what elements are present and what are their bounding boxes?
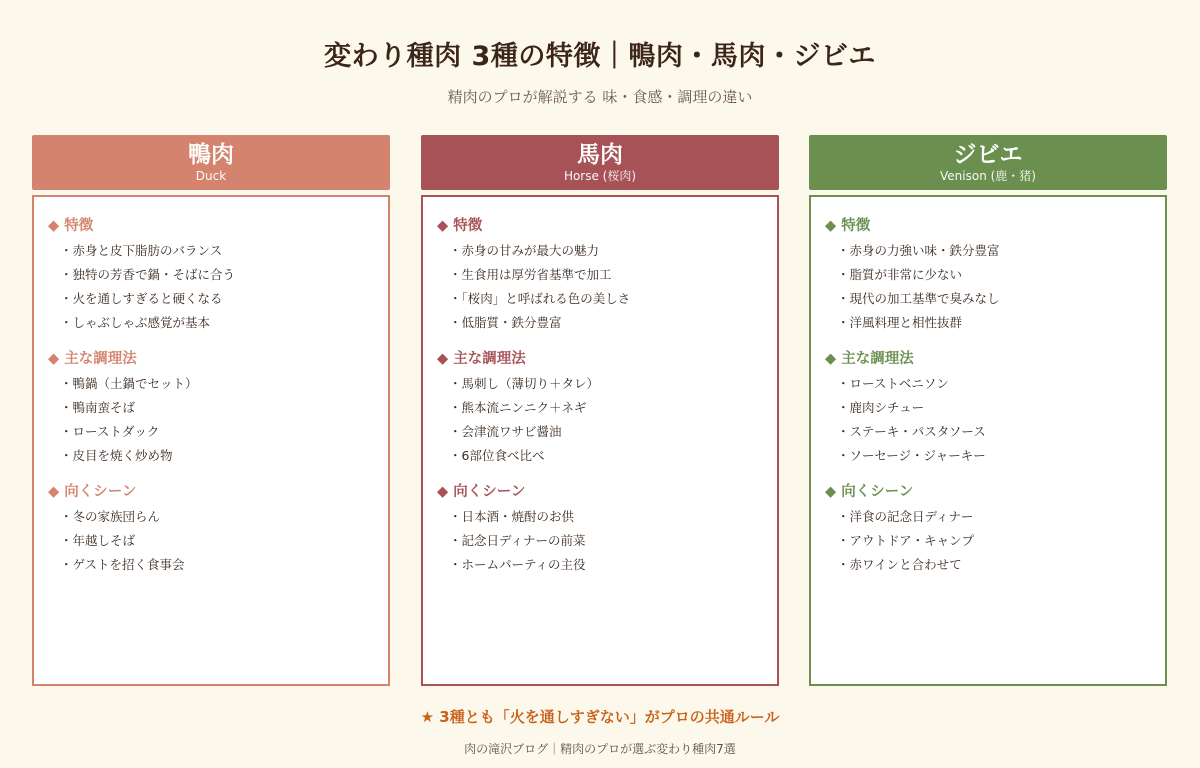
section-title: ◆ 主な調理法 <box>825 351 914 367</box>
section-title: ◆ 主な調理法 <box>48 351 137 367</box>
page-subtitle: 精肉のプロが解説する 味・食感・調理の違い <box>447 88 753 106</box>
list-item: ・ 冬の家族団らん <box>48 505 374 529</box>
column-section <box>48 346 374 468</box>
column-section <box>825 213 1151 335</box>
list-item: ・ 熊本流ニンニク＋ネギ <box>437 396 763 420</box>
list-item: ・ 火を通しすぎると硬くなる <box>48 287 374 311</box>
column-body <box>32 195 390 686</box>
section-title: ◆ 特徴 <box>825 218 871 234</box>
list-item: ・ 皮目を焼く炒め物 <box>48 444 374 468</box>
list-item: ・ 赤身の甘みが最大の魅力 <box>437 239 763 263</box>
column-section <box>48 213 374 335</box>
footer-note: ★ 3種とも「火を通しすぎない」がプロの共通ルール <box>420 708 780 726</box>
column-section <box>48 479 374 577</box>
list-item: ・ 洋風料理と相性抜群 <box>825 311 1151 335</box>
list-item: ・ 現代の加工基準で臭みなし <box>825 287 1151 311</box>
list-item: ・ 低脂質・鉄分豊富 <box>437 311 763 335</box>
list-item: ・ 鴨鍋（土鍋でセット） <box>48 372 374 396</box>
page-title: 変わり種肉 3種の特徴｜鴨肉・馬肉・ジビエ <box>324 41 876 72</box>
meat-column <box>421 135 779 686</box>
list-item: ・ 独特の芳香で鍋・そばに合う <box>48 263 374 287</box>
list-item: ・ しゃぶしゃぶ感覚が基本 <box>48 311 374 335</box>
column-header <box>32 135 390 190</box>
list-item: ・ 日本酒・焼酎のお供 <box>437 505 763 529</box>
column-name: 馬肉 <box>577 142 623 168</box>
list-item: ・ 会津流ワサビ醤油 <box>437 420 763 444</box>
column-header <box>809 135 1167 190</box>
column-section <box>437 346 763 468</box>
list-item: ・ ローストダック <box>48 420 374 444</box>
column-body <box>421 195 779 686</box>
column-english-name: Duck <box>195 169 227 183</box>
list-item: ・ 鴨南蛮そば <box>48 396 374 420</box>
list-item: ・ ソーセージ・ジャーキー <box>825 444 1151 468</box>
list-item: ・ 馬刺し（薄切り＋タレ） <box>437 372 763 396</box>
section-title: ◆ 向くシーン <box>48 484 137 500</box>
section-title: ◆ 特徴 <box>48 218 94 234</box>
list-item: ・ 6部位食べ比べ <box>437 444 763 468</box>
list-item: ・ 年越しそば <box>48 529 374 553</box>
list-item: ・ アウトドア・キャンプ <box>825 529 1151 553</box>
list-item: ・ ホームパーティの主役 <box>437 553 763 577</box>
list-item: ・ 記念日ディナーの前菜 <box>437 529 763 553</box>
column-section <box>825 479 1151 577</box>
section-title: ◆ 特徴 <box>437 218 483 234</box>
list-item: ・ 赤ワインと合わせて <box>825 553 1151 577</box>
list-item: ・ 赤身と皮下脂肪のバランス <box>48 239 374 263</box>
meat-column <box>809 135 1167 686</box>
list-item: ・ 生食用は厚労省基準で加工 <box>437 263 763 287</box>
column-header <box>421 135 779 190</box>
footer-credit: 肉の滝沢ブログ｜精肉のプロが選ぶ変わり種肉7選 <box>464 742 736 756</box>
column-section <box>437 479 763 577</box>
column-section <box>437 213 763 335</box>
list-item: ・ 洋食の記念日ディナー <box>825 505 1151 529</box>
meat-column <box>32 135 390 686</box>
column-section <box>825 346 1151 468</box>
list-item: ・ ゲストを招く食事会 <box>48 553 374 577</box>
column-name: ジビエ <box>953 142 1023 168</box>
section-title: ◆ 向くシーン <box>825 484 914 500</box>
section-title: ◆ 主な調理法 <box>437 351 526 367</box>
list-item: ・ 脂質が非常に少ない <box>825 263 1151 287</box>
list-item: ・ ローストベニソン <box>825 372 1151 396</box>
section-title: ◆ 向くシーン <box>437 484 526 500</box>
column-english-name: Venison (鹿・猪) <box>940 169 1036 183</box>
list-item: ・ 「桜肉」と呼ばれる色の美しさ <box>437 287 763 311</box>
list-item: ・ ステーキ・パスタソース <box>825 420 1151 444</box>
column-body <box>809 195 1167 686</box>
column-name: 鴨肉 <box>188 142 234 168</box>
column-english-name: Horse (桜肉) <box>563 169 637 183</box>
list-item: ・ 鹿肉シチュー <box>825 396 1151 420</box>
list-item: ・ 赤身の力強い味・鉄分豊富 <box>825 239 1151 263</box>
